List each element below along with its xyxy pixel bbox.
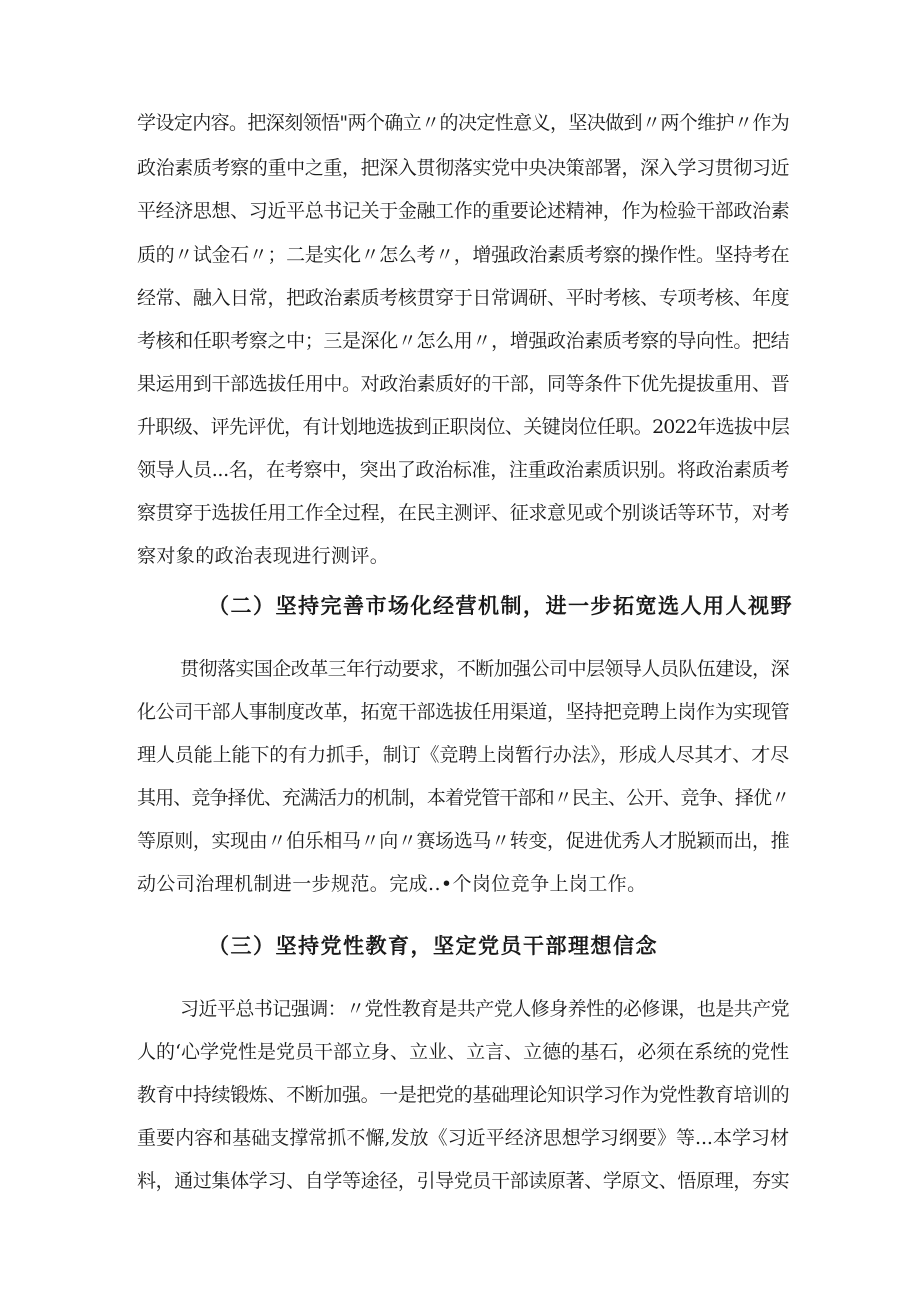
text-line: 质的〃试金石〃；二是实化〃怎么考〃，增强政治素质考察的操作性。坚持考在 [137,244,789,266]
text-line: 领导人员...名，在考察中，突出了政治标准，注重政治素质识别。将政治素质考 [137,459,789,481]
text-line: 学设定内容。把深刻领悟"两个确立〃的决定性意义，坚决做到〃两个维护〃作为 [137,112,790,134]
text-line: 化公司干部人事制度改革，拓宽干部选拔任用渠道，坚持把竞聘上岗作为实现管 [137,701,789,723]
text-line: 动公司治理机制进一步规范。完成..•个岗位竞争上岗工作。 [137,873,647,895]
text-line: 重要内容和基础支撑常抓不懈,发放《习近平经济思想学习纲要》等...本学习材 [137,1127,789,1149]
text-line: 察对象的政治表现进行测评。 [137,545,390,567]
text-line: 料，通过集体学习、自学等途径，引导党员干部读原著、学原文、悟原理，夯实 [137,1170,789,1192]
text-line: 果运用到干部选拔任用中。对政治素质好的干部，同等条件下优先提拔重用、晋 [137,373,789,395]
text-line: 平经济思想、习近平总书记关于金融工作的重要论述精神，作为检验干部政治素 [137,200,789,222]
text-line: 考核和任职考察之中；三是深化〃怎么用〃，增强政治素质考察的导向性。把结 [137,330,789,352]
text-line: 贯彻落实国企改革三年行动要求，不断加强公司中层领导人员队伍建设，深 [180,658,789,680]
text-line: 习近平总书记强调：〃党性教育是共产党人修身养性的必修课，也是共产党 [180,998,789,1020]
text-line: 理人员能上能下的有力抓手，制订《竞聘上岗暂行办法》，形成人尽其才、才尽 [137,744,790,766]
text-line: 升职级、评先评优，有计划地选拔到正职岗位、关键岗位任职。2022年选拔中层 [137,416,789,438]
text-line: 察贯穿于选拔任用工作全过程，在民主测评、征求意见或个别谈话等环节，对考 [137,502,789,524]
text-line: 人的‘心学党性是党员干部立身、立业、立言、立德的基石，必须在系统的党性 [137,1041,789,1063]
text-line: 经常、融入日常，把政治素质考核贯穿于日常调研、平时考核、专项考核、年度 [137,287,789,309]
text-line: 政治素质考察的重中之重，把深入贯彻落实党中央决策部署，深入学习贯彻习近 [137,157,789,179]
text-line: 等原则，实现由〃伯乐相马〃向〃赛场选马〃转变，促进优秀人才脱颖而出，推 [137,830,789,852]
text-line: 教育中持续锻炼、不断加强。一是把党的基础理论知识学习作为党性教育培训的 [137,1084,789,1106]
section-heading-2: （二）坚持完善市场化经营机制，进一步拓宽选人用人视野 [208,593,793,618]
section-heading-3: （三）坚持党性教育，坚定党员干部理想信念 [208,933,658,958]
text-line: 其用、竞争择优、充满活力的机制，本着党管干部和〃民主、公开、竞争、择优〃 [137,787,789,809]
